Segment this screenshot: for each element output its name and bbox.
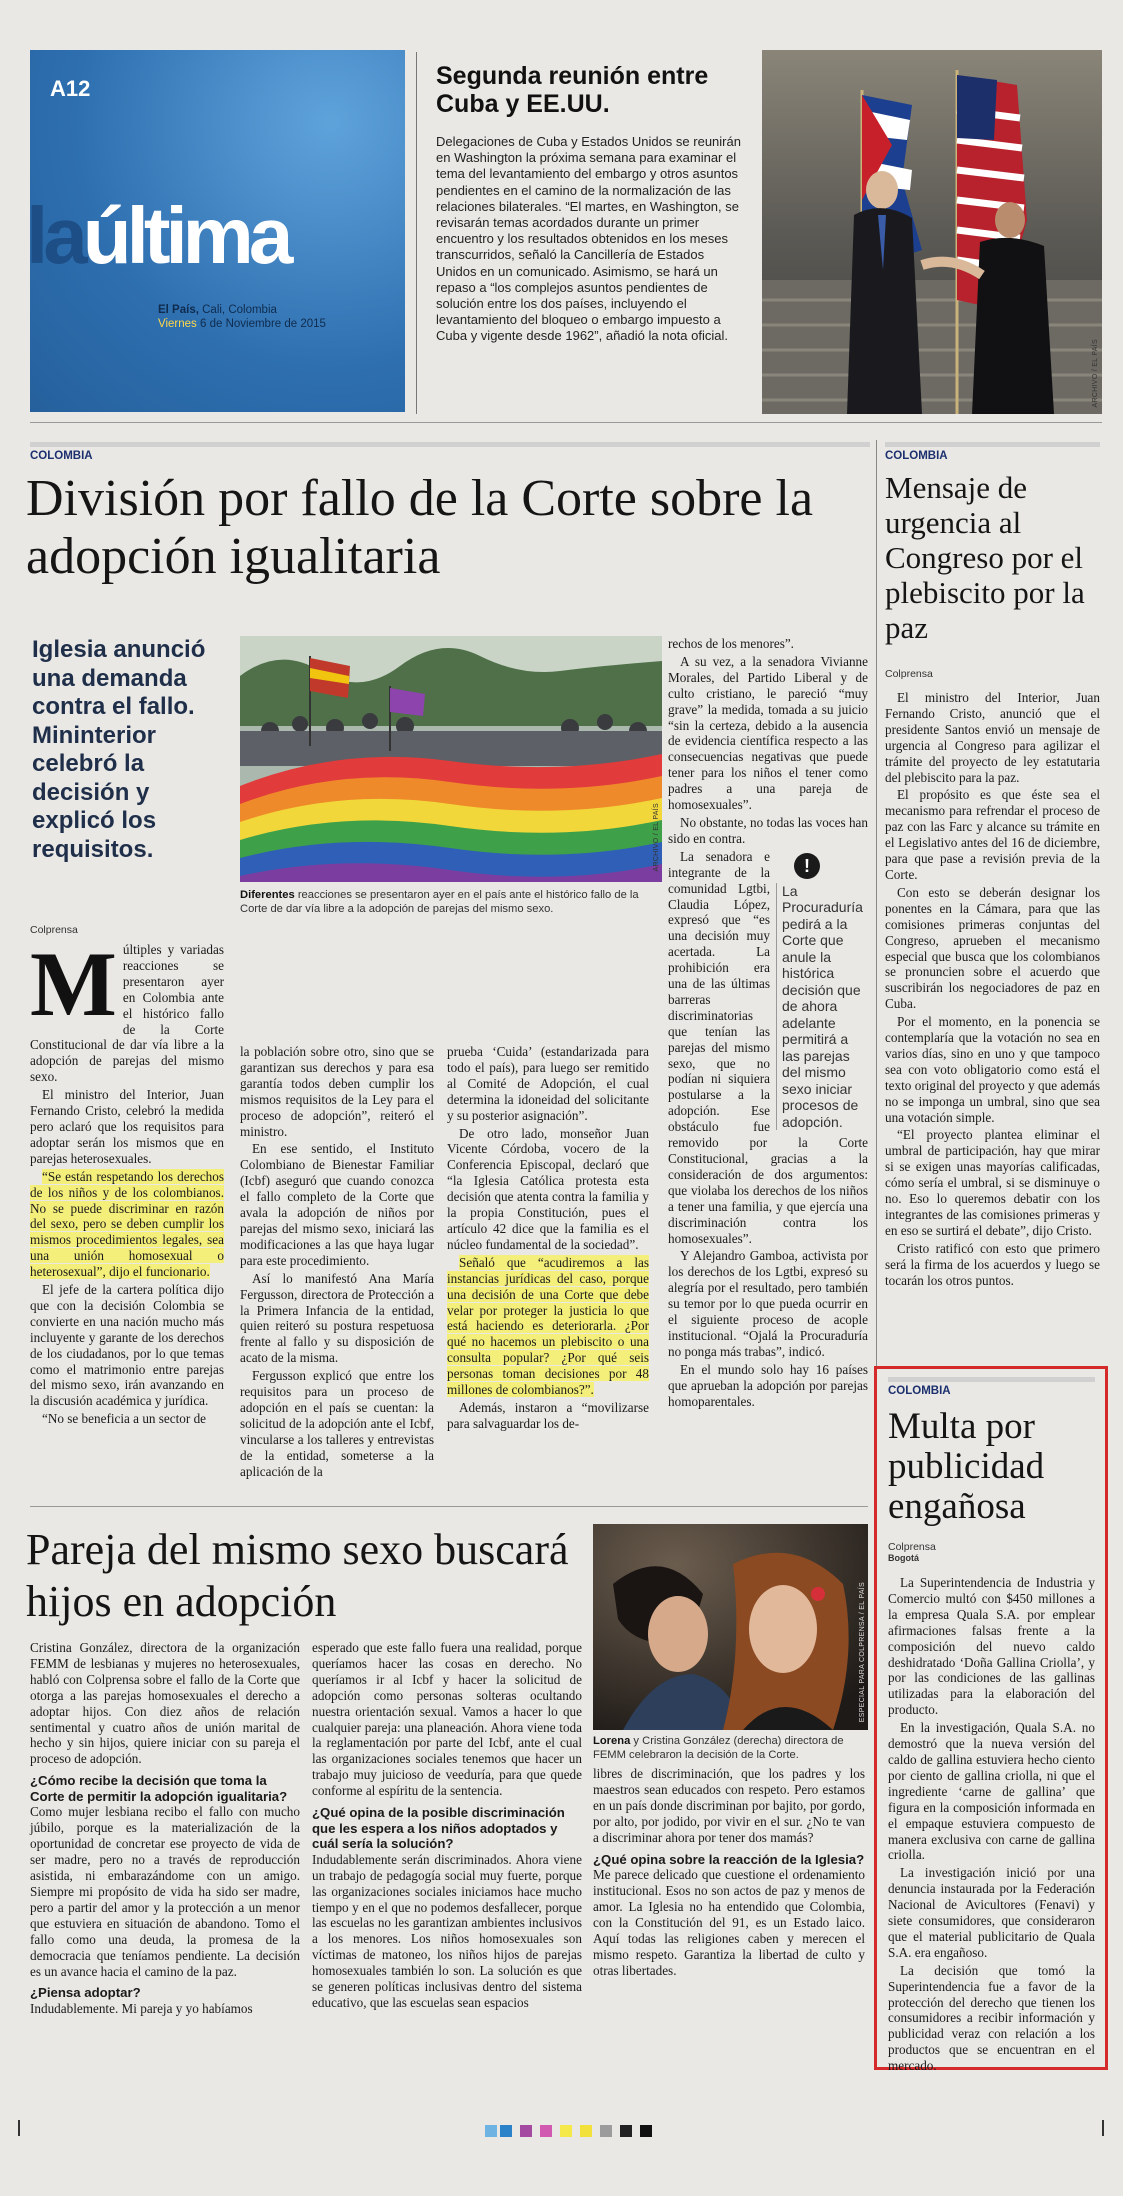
main-col4-p2: A su vez, a la senadora Vivianne Morales, del Partido Liberal y de culto cristiano, le pareció “muy grave” la medida, tomada a su juicio “sin la certeza, debido a la ausencia de evidencia científica respecto a las consecuencias negativas que puede tener para los niños el tener como padres a una pareja de homosexuales”.	[668, 653, 868, 813]
swatch-cyan	[485, 2125, 497, 2137]
right-byline: Colprensa	[885, 668, 933, 680]
main-col4-p4: La senadora e integrante de la comunidad Lgtbi, Claudia López, expresó que “es una decisión muy acertada. La prohibición era una de las últimas barreras discriminatorias que tenían las parejas del mismo sexo, que no podían ni siquiera postularse a la adopción. Ese obstáculo fue removido por la Corte Constitucional, gracias a la consideración de dos argumentos: que violaba los derechos de los niños a tener una familia, y que ejercía una discriminación contra los homosexuales”.	[668, 848, 868, 1246]
question-2: ¿Piensa adoptar?	[30, 1985, 141, 2001]
main-col2-p1: la población sobre otro, sino que se garantizan sus derechos y para esa garantía todos deben cumplir los mismos requisitos de la Ley para el proceso de adopción”, reiteró el ministro.	[240, 1044, 434, 1139]
pride-photo-credit: ARCHIVO / EL PAÍS	[653, 803, 660, 872]
boxed-article-title: Multa por publicidad engañosa	[888, 1406, 1045, 1527]
header-dateline	[158, 303, 326, 331]
boxed-p4: La decisión que tomó la Superintendencia fue a favor de la protección del derecho que tienen los consumidores a recibir información y publicidad veraz con relación a los productos que se encuentran en el mercado.	[888, 1962, 1095, 2074]
section-tag-main: COLOMBIA	[30, 442, 870, 462]
question-3: ¿Qué opina de la posible discriminación que les espera a los niños adoptados y cuál sería la solución?	[312, 1805, 565, 1852]
main-col3-quote: Señaló que “acudiremos a las instancias jurídicas del caso, porque una decisión de una Corte que debe velar por proteger la justicia lo que está haciendo es deteriorarla. ¿Por qué no hacemos un plebiscito o una consulta popular? ¿Por qué seis personas toman decisiones por 48 millones de colombianos?”.	[447, 1254, 649, 1398]
right-p4: Por el momento, en la ponencia se contemplaría que la votación no sea en varios días, sino en uno y que tampoco sea con voto obligatorio como está el texto original del proyecto y que además no se imponga un umbral, sino que sea una votación simple.	[885, 1014, 1100, 1125]
right-p6: Cristo ratificó con esto que primero será la firma de los acuerdos y luego se tocarán los otros puntos.	[885, 1240, 1100, 1288]
boxed-p1: La Superintendencia de Industria y Comercio multó con $450 millones a la empresa Quala S.A. por emplear afirmaciones falsas frente a la composición del nuevo caldo deshidratado ‘Doña Gallina Criolla’, y por las condiciones de las gallinas utilizadas para la elaboración del producto.	[888, 1575, 1095, 1718]
bottom-col-2	[312, 1640, 582, 2013]
main-col-4	[668, 636, 868, 1412]
swatch-blue	[500, 2125, 512, 2137]
header-bottom-rule	[30, 422, 1102, 423]
main-col2-p3: Así lo manifestó Ana María Fergusson, directora de Protección a la Primera Infancia de la entidad, quien reiteró su postura respetuosa frente al fallo y su disposición de acato de la misma.	[240, 1270, 434, 1366]
swatch-black	[620, 2125, 632, 2137]
alert-icon-glyph: !	[804, 855, 810, 876]
procuraduria-sidebar	[776, 853, 868, 1131]
bottom-col2-p1: esperado que este fallo fuera una realidad, porque queríamos hacer las cosas en derecho. No queríamos ir al Icbf y hacer la solicitud de adopción como personas solteras ocultando nuestra orientación sexual. Vamos a hacer lo que cualquier pareja: una planeación. Ahora viene toda la reglamentación por parte del Icbf, ante el cual las organizaciones sociales tenemos que hacer un trabajo muy juicioso de veeduría, para que quede conforme al espíritu de la sentencia.	[312, 1640, 582, 1799]
main-col-1	[30, 933, 224, 1429]
main-col3-quote-wrap	[447, 1255, 649, 1398]
boxed-p2: En la investigación, Quala S.A. no demostró que la nueva versión del caldo de gallina estuviera hecho ciento por ciento de gallina criolla, ni que el ingrediente ‘carne de gallina’ que figura en la composición informada en el empaque estuviera compuesto de manera exclusiva con carne de gallina criolla.	[888, 1720, 1095, 1863]
swatch-yellow	[560, 2125, 572, 2137]
bottom-col3-p1: libres de discriminación, que los padres y los maestros sean educados con respeto. Pero estamos en un país donde discriminan por bajito, por gordo, por alto, por jodido, por vivir en el sur. ¿No te van a discriminar ahora por tener dos mamás?	[593, 1766, 865, 1845]
mid-rule	[30, 1506, 868, 1507]
swatch-yellow-2	[580, 2125, 592, 2137]
bottom-article-title: Pareja del mismo sexo buscará hijos en adopción	[26, 1525, 569, 1626]
bottom-col-3	[593, 1766, 865, 1980]
question-4: ¿Qué opina sobre la reacción de la Iglesia?	[593, 1851, 865, 1867]
swatch-black-2	[640, 2125, 652, 2137]
main-col4-p5: Y Alejandro Gamboa, activista por los derechos de los Lgtbi, expresó su alegría por el resultado, pero también su temor por lo que pueda ocurrir en el siguiente proceso de acople institucional. “Ojalá la Procuraduría no ponga más trabas”, indicó.	[668, 1248, 868, 1359]
procuraduria-sidebar-text: La Procuraduría pedirá a la Corte que anule la histórica decisión que de ahora adelante permitirá a las parejas del mismo sexo iniciar procesos de adopción.	[776, 883, 868, 1131]
couple-caption-lead: Lorena	[593, 1735, 631, 1747]
section-tag-right: COLOMBIA	[885, 442, 1100, 462]
question-1: ¿Cómo recibe la decisión que toma la Corte de permitir la adopción igualitaria?	[30, 1773, 288, 1804]
swatch-gray	[600, 2125, 612, 2137]
pride-march-illustration	[240, 636, 662, 882]
main-col2-p4: Fergusson explicó que entre los requisitos para un proceso de adopción en el país se cuentan: la solicitud de la adopción ante el Icbf, vincularse a los talleres y entrevistas de la entidad, someterse a la aplicación de la	[240, 1368, 434, 1479]
registration-mark-right	[1102, 2120, 1104, 2136]
right-p1: El ministro del Interior, Juan Fernando Cristo, anunció que el presidente Santos envió un mensaje de urgencia al Congreso para agilizar el trámite del proyecto de ley estatutaria del plebiscito para la paz.	[885, 690, 1100, 785]
main-col2-p2: En ese sentido, el Instituto Colombiano de Bienestar Familiar (Icbf) aseguró que cuando conozca el fallo completo de la Corte que avala la adopción de niños por parejas del mismo sexo, iniciará las modificaciones a las que haya lugar para este procedimiento.	[240, 1141, 434, 1268]
page-number: A12	[50, 76, 91, 101]
right-article-body	[885, 690, 1100, 1291]
date: 6 de Noviembre de 2015	[200, 318, 326, 330]
main-col-3	[447, 1044, 649, 1434]
weekday: Viernes	[158, 318, 197, 330]
main-col3-p3: Además, instaron a “movilizarse para salvaguardar los de-	[447, 1399, 649, 1431]
main-col-2	[240, 1044, 434, 1481]
logo-la: la	[26, 191, 83, 280]
couple-photo	[593, 1524, 868, 1730]
cuba-us-photo	[762, 50, 1102, 414]
city: Cali, Colombia	[202, 304, 277, 316]
caption-lead: Diferentes	[240, 889, 295, 901]
swatch-magenta	[520, 2125, 532, 2137]
main-article-deck: Iglesia anunció una demanda contra el fallo. Mininterior celebró la decisión y explicó los requisitos.	[32, 636, 206, 863]
swatch-pink	[540, 2125, 552, 2137]
answer-1: Como mujer lesbiana recibo el fallo con mucho júbilo, porque es la materialización de la oportunidad de concretar ese proyecto de vida de ser madre, pero no a través de reproducción asistida, ni embarazándome con un amigo. Siempre mi propósito de vida ha sido ser madre, pero a partir del amor y la protección a un menor que estuviera en situación de abandono. Tomo el fallo como una deuda, la promesa de la democracia que teníamos pendiente. La decisión es un avance hacia el camino de la paz.	[30, 1804, 300, 1979]
section-tag-boxed: COLOMBIA	[888, 1377, 1095, 1397]
logo-ultima: última	[82, 191, 289, 280]
header-logo-block	[26, 50, 405, 412]
section-logo	[26, 191, 289, 280]
boxed-article	[874, 1366, 1108, 2074]
header-divider	[416, 52, 417, 414]
boxed-p3: La investigación inició por una denuncia instaurada por la Federación Nacional de Avicultores (Fenavi) y siete consumidores, que consideraron que el material publicitario de Quala S.A. era engañoso.	[888, 1865, 1095, 1960]
pride-photo-caption	[240, 888, 660, 916]
dropcap: M	[30, 933, 117, 1035]
top-photo-credit: ARCHIVO / EL PAÍS	[1092, 339, 1099, 408]
couple-photo-caption	[593, 1734, 865, 1762]
right-article-title: Mensaje de urgencia al Congreso por el plebiscito por la paz	[885, 470, 1085, 645]
main-col3-p2: De otro lado, monseñor Juan Vicente Córdoba, vocero de la Conferencia Episcopal, declaró que “la Iglesia Católica protesta esta decisión que atenta contra la familia y la propia Constitución, pues el artículo 42 dice que la familia es el núcleo fundamental de la sociedad”.	[447, 1125, 649, 1252]
main-col1-p2: El ministro del Interior, Juan Fernando Cristo, celebró la medida pero aclaró que los requisitos para adoptar serán los mismos que en parejas heterosexuales.	[30, 1087, 224, 1166]
top-story-body: Delegaciones de Cuba y Estados Unidos se reunirán en Washington la próxima semana para examinar el tema del levantamiento del embargo y otros asuntos pendientes en el camino de la normalización de las relaciones bilaterales. “El martes, en Washington, se revisarán temas acordados durante un primer encuentro y los resultados obtenidos en los meses transcurridos, señaló la Cancillería de Estados Unidos en un comunicado. Asimismo, se hará un repaso a “los complejos asuntos pendientes de solución entre los dos países, incluyendo el levantamiento del bloqueo o embargo impuesto a Cuba y vigente desde 1962”, añadió la nota oficial.	[436, 134, 741, 344]
couple-photo-illustration	[593, 1524, 868, 1730]
bottom-intro: Cristina González, directora de la organización FEMM de lesbianas y mujeres no heterosexuales, habló con Colprensa sobre el fallo de la Corte que otorga a las parejas homosexuales el derecho a adoptar hijos. Con diez años de relación sentimental y cuatro años de unión marital de hecho y sin hijos, quiere iniciar con su pareja el proceso de adopción.	[30, 1640, 300, 1767]
right-p2: El propósito es que éste sea el mecanismo para refrendar el proceso de paz con las Farc y alcance su trámite en el Legislativo antes del 16 de diciembre, para que pase a revisión previa de la Corte.	[885, 787, 1100, 882]
main-col4-p6: En el mundo solo hay 16 países que aprueban la adopción por parejas homoparentales.	[668, 1361, 868, 1409]
boxed-place: Bogotá	[888, 1553, 919, 1563]
bottom-col-1	[30, 1640, 300, 2019]
brand-name: El País,	[158, 304, 199, 316]
main-byline: Colprensa	[30, 924, 78, 936]
right-p5: “El proyecto plantea eliminar el umbral de participación, hay que mirar si se exigen unas mayorías calificadas, cómo sería el umbral, si se disminuye o no. Eso lo queremos debatir con los integrantes de las comisiones primeras y en eso se surtirá el debate”, dijo Cristo.	[885, 1127, 1100, 1238]
answer-3: Indudablemente serán discriminados. Ahora viene un trabajo de pedagogía social muy fuerte, porque las organizaciones sociales iniciamos hace mucho tiempo y en el que no podemos desfallecer, porque las escuelas no les garantizan ambientes inclusivos a los menores. Los niños homosexuales son víctimas de matoneo, los niños hijos de parejas homosexuales también lo son. La solución es que se generen políticas inclusivas dentro del sistema educativo, que las escuelas sean espacios	[312, 1851, 582, 2010]
couple-photo-credit: ESPECIAL PARA COLPRENSA / EL PAÍS	[859, 1581, 866, 1722]
registration-mark-left	[18, 2120, 20, 2136]
answer-2: Indudablemente. Mi pareja y yo habíamos	[30, 2001, 253, 2016]
main-col1-quote: “Se están respetando los derechos de los niños y de los colombianos. No se puede discriminar en razón del sexo, pero se deben cumplir los mismos procedimientos legales, sea una unión homosexual o heterosexual”, dijo el funcionario.	[30, 1168, 224, 1280]
alert-icon	[794, 853, 820, 879]
main-article-title: División por fallo de la Corte sobre la adopción igualitaria	[26, 470, 814, 585]
cuba-us-photo-illustration	[762, 50, 1102, 414]
pride-march-photo	[240, 636, 662, 882]
main-col3-p1: prueba ‘Cuida’ (estandarizada para todo el país), para luego ser remitido al Comité de Adopción, el cual determina la idoneidad del solicitante y su posterior asignación”.	[447, 1044, 649, 1123]
boxed-byline: Colprensa	[888, 1541, 936, 1553]
main-col1-p4: “No se beneficia a un sector de	[42, 1411, 207, 1427]
answer-4: Me parece delicado que cuestione el ordenamiento institucional. Esos no son actos de paz y menos de amor. La Iglesia no ha entendido que Colombia, con la Constitución del 91, es un Estado laico. Aquí todas las religiones caben y merecen el mismo respeto. Garantiza la libertad de culto y otras libertades.	[593, 1867, 865, 1978]
top-story-title: Segunda reunión entre Cuba y EE.UU.	[436, 62, 709, 118]
main-col1-quote-wrap	[30, 1169, 224, 1280]
main-col4-p1: rechos de los menores”.	[668, 636, 794, 651]
right-p3: Con esto se deberán designar los ponentes en la Cámara, para que las comisiones primeras conjuntas del Congreso, aprueben el mecanismo especial que busca que los colombianos se pronuncien sobre el acuerdo que suscribirán los negociadores de paz en Cuba.	[885, 884, 1100, 1012]
main-col1-p3: El jefe de la cartera política dijo que con la decisión Colombia se convierte en una nación mucho más incluyente y garante de los derechos de los ciudadanos, por lo que temas como el matrimonio entre parejas del mismo sexo, irán avanzando en la discusión académica y jurídica.	[30, 1282, 224, 1409]
couple-caption-text: y Cristina González (derecha) directora de FEMM celebraron la decisión de la Corte.	[593, 1735, 844, 1761]
main-intro: últiples y variadas reacciones se presentaron ayer en Colombia ante el histórico fallo de la Corte Constitucional de dar vía libre a la adopción de parejas del mismo sexo.	[30, 942, 224, 1085]
main-col4-p3: No obstante, no todas las voces han sido en contra.	[668, 814, 868, 846]
caption-text: reacciones se presentaron ayer en el país ante el histórico fallo de la Corte de dar vía libre a la adopción de parejas del mismo sexo.	[240, 889, 639, 915]
